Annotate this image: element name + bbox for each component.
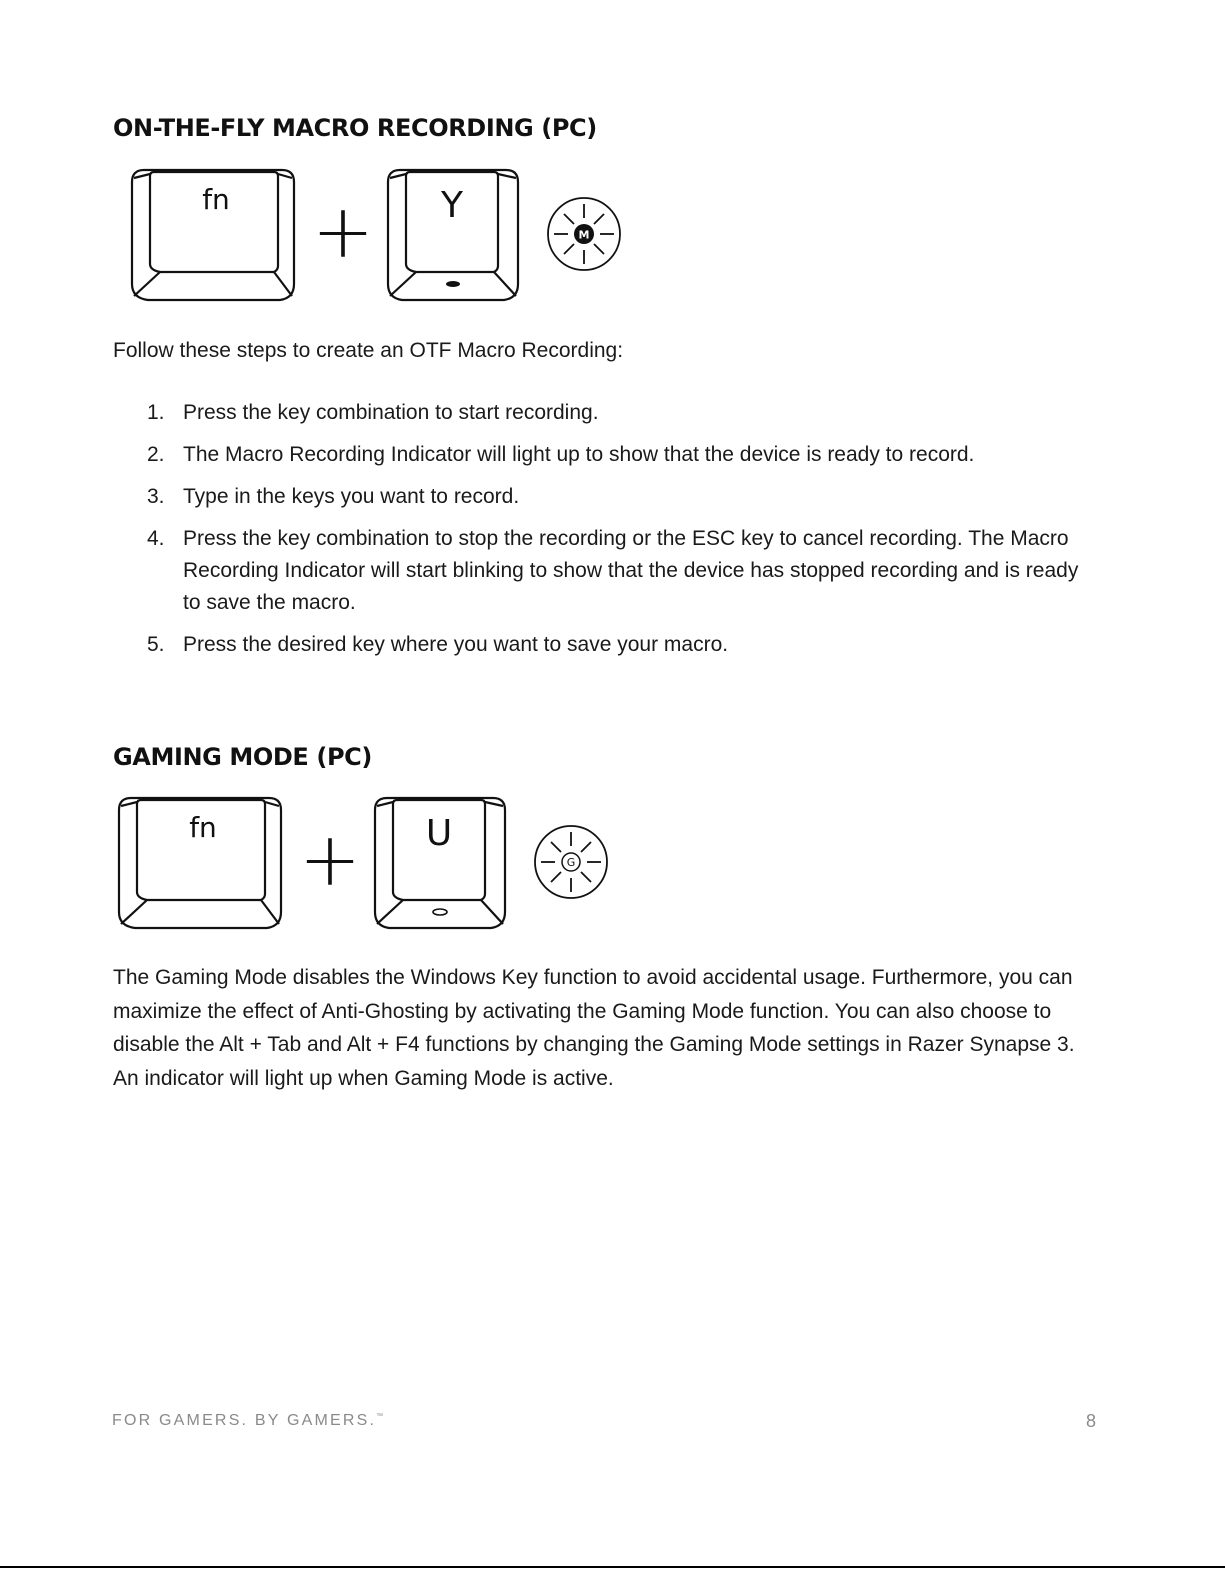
list-item (147, 481, 1097, 513)
gaming-mode-indicator-label: G (566, 856, 576, 869)
y-key-label: Y (441, 185, 463, 226)
list-item (147, 629, 1097, 661)
footer-tagline (112, 1412, 383, 1430)
fn-key-label: fn (202, 183, 230, 216)
step-number: 3. (147, 485, 165, 508)
step-text: The Macro Recording Indicator will light up to show that the device is ready to record. (183, 443, 975, 466)
step-number: 4. (147, 527, 165, 550)
otf-steps-list (147, 397, 1097, 671)
step-number: 1. (147, 401, 165, 424)
plus-sign: + (298, 817, 362, 903)
step-text: Press the key combination to start recording. (183, 401, 599, 424)
trademark-symbol: ™ (376, 1413, 384, 1420)
y-key-led-icon (446, 281, 460, 287)
u-key-led-icon (433, 909, 447, 915)
bottom-divider (0, 1566, 1225, 1568)
macro-indicator-label: M (578, 228, 590, 242)
step-text: Type in the keys you want to record. (183, 485, 520, 508)
u-key-label: U (425, 813, 453, 854)
footer-tagline-text: FOR GAMERS. BY GAMERS. (112, 1412, 377, 1429)
otf-macro-title: ON-THE-FLY MACRO RECORDING (PC) (113, 114, 597, 142)
gaming-mode-title: GAMING MODE (PC) (113, 743, 372, 771)
step-number: 5. (147, 633, 165, 656)
list-item (147, 439, 1097, 471)
otf-key-combination-figure (128, 166, 628, 306)
step-text: Press the desired key where you want to save your macro. (183, 633, 729, 656)
otf-intro-text: Follow these steps to create an OTF Macro Recording: (113, 339, 624, 362)
step-number: 2. (147, 443, 165, 466)
list-item (147, 523, 1097, 619)
gaming-mode-description: The Gaming Mode disables the Windows Key function to avoid accidental usage. Furthermore, you can maximize the effect of Anti-Ghosting by activating the Gaming Mode function. You can also choose to disable the Alt + Tab and Alt + F4 functions by changing the Gaming Mode settings in Razer Synapse 3. An indicator will light up when Gaming Mode is active. (113, 966, 1075, 1090)
list-item (147, 397, 1097, 429)
step-text: Press the key combination to stop the recording or the ESC key to cancel recording. The Macro Recording Indicator will start blinking to show that the device has stopped recording and is ready to save the macro. (183, 527, 1079, 614)
gaming-mode-key-combination-figure (115, 794, 615, 934)
plus-sign: + (311, 189, 375, 275)
page-number: 8 (1086, 1411, 1097, 1431)
fn-key-label: fn (189, 811, 217, 844)
